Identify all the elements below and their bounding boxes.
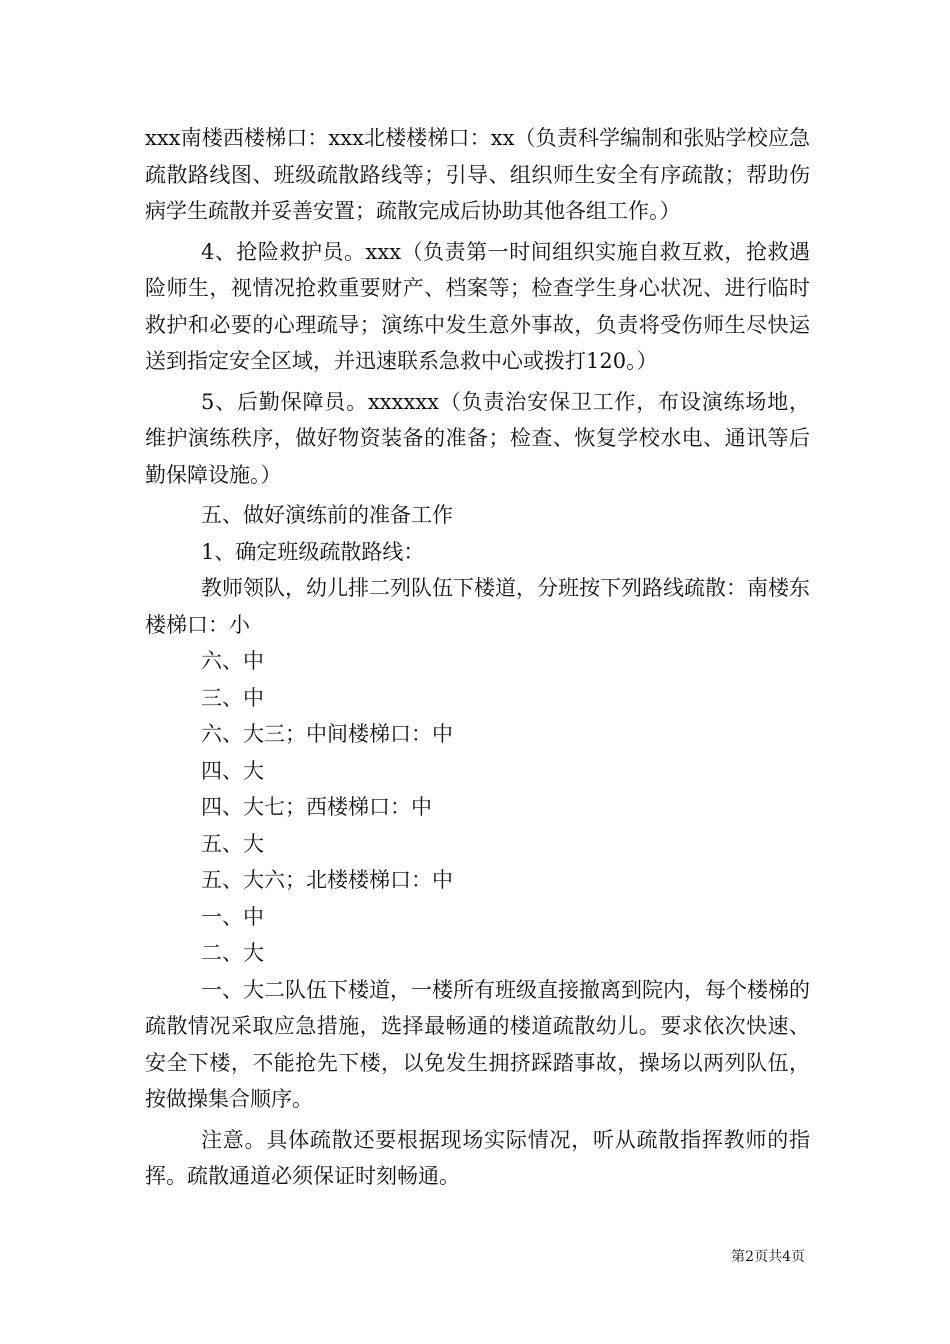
page-number: 第2页共4页 — [731, 1249, 805, 1265]
route-line: 四、大七；西楼梯口：中 — [201, 795, 432, 819]
route-line: 四、大 — [201, 758, 264, 783]
route-line: 六、中 — [201, 649, 264, 673]
document-body — [145, 120, 810, 1195]
paragraph-rescue-team: 4、抢险救护员。xxx（负责第一时间组织实施自救互救，抢救遇险师生，视情况抢救重要财产、档案等；检查学生身心状况、进行临时救护和必要的心理疏导；演练中发生意外事故，负责将受伤师生尽快运送到指定安全区域，并迅速联系急救中心或拨打120。） — [145, 239, 810, 373]
route-line: 二、大 — [201, 941, 264, 965]
paragraph-evacuation-rules: 一、大二队伍下楼道，一楼所有班级直接撤离到院内，每个楼梯的疏散情况采取应急措施，选择最畅通的楼道疏散幼儿。要求依次快速、安全下楼，不能抢先下楼，以免发生拥挤踩踏事故，操场以两列队伍，按做操集合顺序。 — [145, 977, 810, 1111]
route-line: 一、中 — [201, 904, 264, 929]
route-line: 六、大三；中间楼梯口：中 — [201, 722, 453, 746]
paragraph-evacuation-guide: xxx南楼西楼梯口：xxx北楼楼梯口：xx（负责科学编制和张贴学校应急疏散路线图、班级疏散路线等；引导、组织师生安全有序疏散；帮助伤病学生疏散并妥善安置；疏散完成后协助其他各组工作。） — [145, 126, 810, 223]
section-heading-preparation: 五、做好演练前的准备工作 — [201, 503, 453, 527]
subheading-evacuation-routes: 1、确定班级疏散路线： — [201, 539, 425, 564]
paragraph-route-intro: 教师领队，幼儿排二列队伍下楼道，分班按下列路线疏散：南楼东楼梯口：小 — [145, 576, 810, 637]
route-line: 五、大 — [201, 831, 264, 856]
route-line: 三、中 — [201, 685, 264, 710]
route-line: 五、大六；北楼楼梯口：中 — [201, 868, 453, 892]
paragraph-note: 注意。具体疏散还要根据现场实际情况，听从疏散指挥教师的指挥。疏散通道必须保证时刻畅通。 — [145, 1127, 810, 1188]
paragraph-logistics-team: 5、后勤保障员。xxxxxx（负责治安保卫工作，布设演练场地，维护演练秩序，做好物资装备的准备；检查、恢复学校水电、通讯等后勤保障设施。） — [145, 389, 810, 487]
